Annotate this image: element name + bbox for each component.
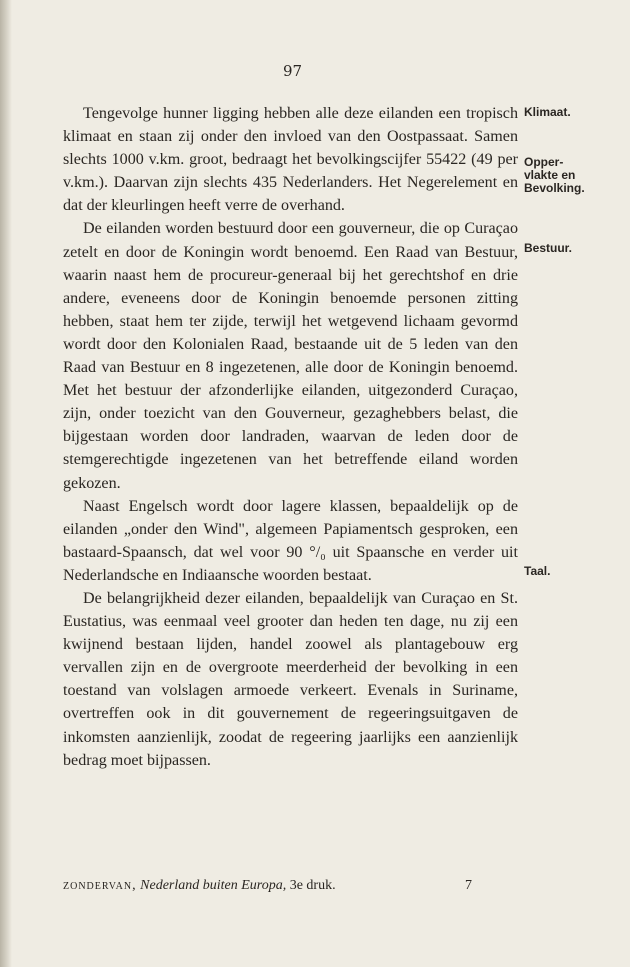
footer-title: Nederland buiten Europa, xyxy=(140,878,287,893)
page-number: 97 xyxy=(282,62,303,80)
footer-author: zondervan, xyxy=(63,878,137,893)
book-spine-shadow xyxy=(0,0,12,967)
paragraph-government: De eilanden worden bestuurd door een gouverneur, die op Curaçao zetelt en door de Koningin wordt benoemd. Een Raad van Bestuur, waarin naast hem de procureur-generaal bij het gerechtshof en drie andere, eveneens door de Koningin benoemde personen zitting hebben, staat hem ter zijde, terwijl het wetgevend lichaam gevormd wordt door den Kolonialen Raad, bestaande uit de 5 leden van den Raad van Bestuur en 8 ingezetenen, alle door de Koningin benoemd. Met het bestuur der afzonderlijke eilanden, uitgezonderd Curaçao, zijn, onder toezicht van den Gouverneur, gezaghebbers belast, die bijgestaan worden door landraden, waarvan de leden door de stemgerechtigde ingezetenen van het betreffende eiland worden gekozen. xyxy=(63,220,518,492)
margin-note-taal: Taal. xyxy=(524,564,551,578)
margin-note-bestuur: Bestuur. xyxy=(524,241,573,255)
page-footer xyxy=(63,878,518,894)
margin-note-oppervlakte-3: Bevolking. xyxy=(524,181,585,195)
footer-signature: 7 xyxy=(465,878,472,893)
margin-note-klimaat: Klimaat. xyxy=(524,105,571,119)
paragraph-climate: Tengevolge hunner ligging hebben alle deze eilanden een tropisch klimaat en staan zij onder den invloed van den Oostpassaat. Samen slechts 1000 v.km. groot, bedraagt het bevolkingscijfer 55422 (49 per v.km.). Daarvan zijn slechts 435 Nederlanders. Het Negerelement en dat der kleurlingen heeft verre de overhand. xyxy=(63,105,518,215)
footer-edition: 3e druk. xyxy=(289,878,336,893)
margin-note-oppervlakte-2: vlakte en xyxy=(524,168,576,182)
paragraph-language: Naast Engelsch wordt door lagere klassen, bepaaldelijk op de eilanden „onder den Wind", algemeen Papiamentsch gesproken, een bastaard-Spaansch, dat wel voor 90 °/₀ uit Spaansche en verder uit Nederlandsche en Indiaansche woorden bestaat. xyxy=(63,497,518,584)
body-text xyxy=(63,102,518,772)
paragraph-economy: De belangrijkheid dezer eilanden, bepaaldelijk van Curaçao en St. Eustatius, was eenmaal veel grooter dan heden ten dage, nu zij een kwijnend bestaan lijden, handel zoowel als plantagebouw erg vervallen zijn en de overgroote meerderheid der bevolking in een toestand van volslagen armoede verkeert. Evenals in Suriname, overtreffen ook in dit gouvernement de regeeringsuitgaven de inkomsten aanzienlijk, zoodat de regeering jaarlijks een aanzienlijk bedrag moet bijpassen. xyxy=(63,589,518,769)
margin-note-oppervlakte-1: Opper- xyxy=(524,155,564,169)
